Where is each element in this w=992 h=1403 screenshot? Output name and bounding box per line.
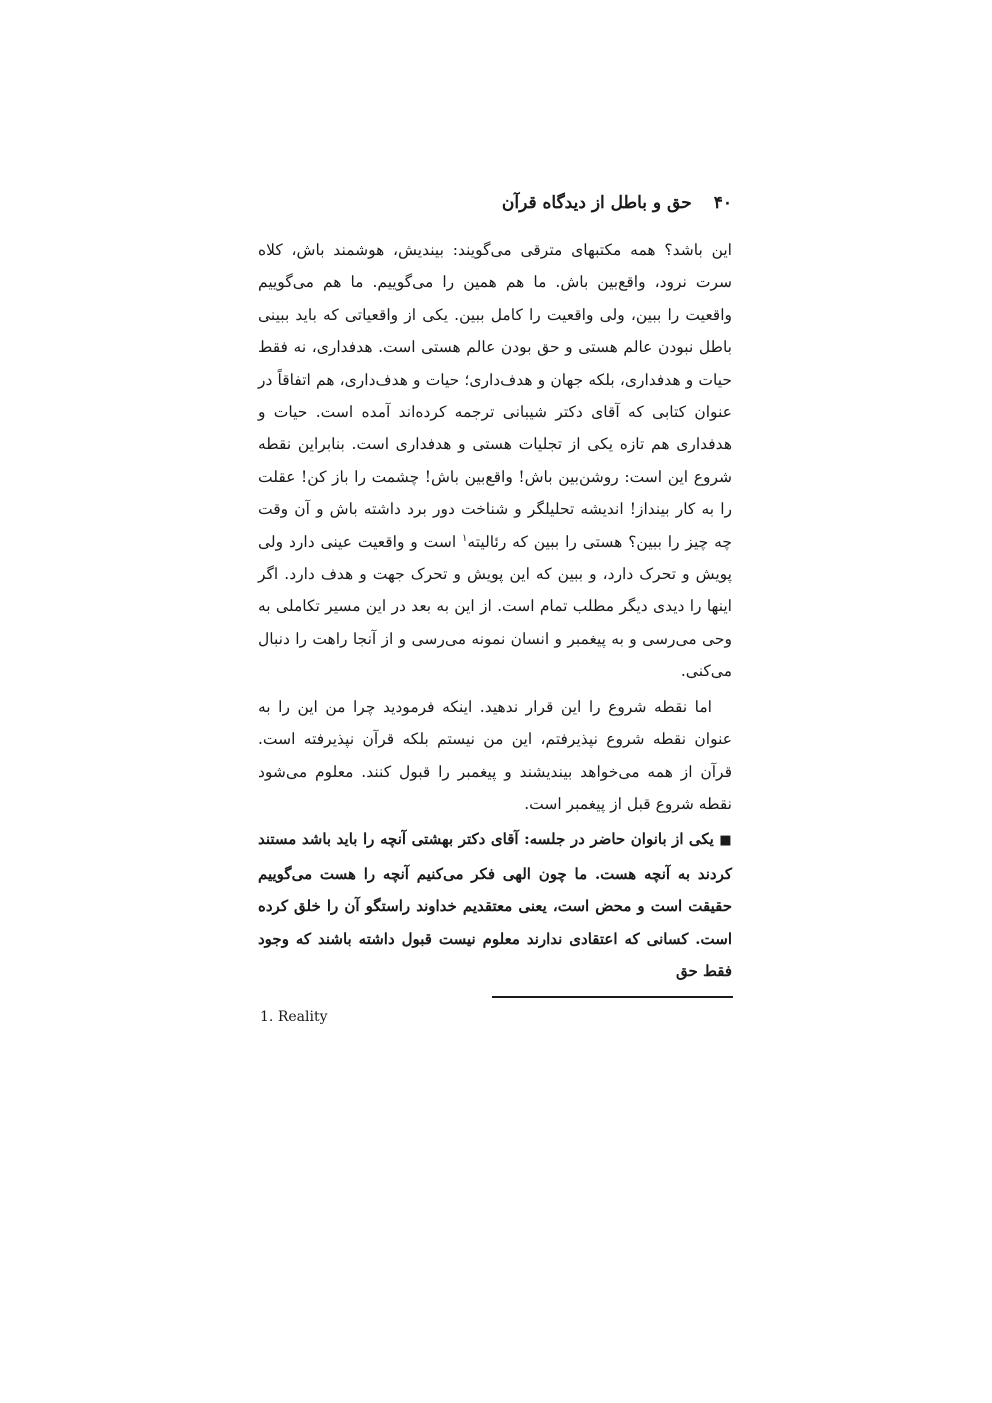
footnote xyxy=(260,1007,327,1027)
body-text xyxy=(258,234,732,987)
paragraph-text-continued: است و واقعیت عینی دارد ولی پویش و تحرک دارد، و ببین که این پویش و تحرک جهت و هدف دارد. اگر اینها را دیدی دیگر مطلب تمام است. از این به بعد در این مسیر تکاملی به وحی می‌رسی و به پیغمبر و انسان نمونه می‌رسی و از آنجا راهت را دنبال می‌کنی. xyxy=(258,532,732,681)
running-head xyxy=(258,190,732,216)
footnote-divider xyxy=(492,996,733,998)
question-paragraph xyxy=(258,823,732,987)
question-text: یکی از بانوان حاضر در جلسه: آقای دکتر بهشتی آنچه را باید باشد مستند کردند به آنچه هست. ما چون الهی فکر می‌کنیم آنچه را هست می‌گوییم حقیقت است و محض است، یعنی معتقدیم خداوند راستگو آن را خلق کرده است. کسانی که اعتقادی ندارند معلوم نیست قبول داشته باشند که وجود فقط حق xyxy=(258,830,732,980)
footnote-text: Reality xyxy=(277,1009,328,1025)
page-number: ۴۰ xyxy=(713,193,732,213)
footnote-reference: ۱ xyxy=(462,532,468,544)
square-bullet-icon: ■ xyxy=(719,833,732,849)
paragraph-text: این باشد؟ همه مکتبهای مترقی می‌گویند: بیندیش، هوشمند باش، کلاه سرت نرود، واقع‌بین باش. ما هم همین را می‌گوییم. ما هم می‌گوییم واقعیت را ببین، ولی واقعیت را کامل ببین. یکی از واقعیاتی که باید ببینی باطل نبودن عالم هستی و حق بودن عالم هستی است. هدفداری، نه فقط حیات و هدفداری، بلکه جهان و هدف‌داری؛ حیات و هدف‌داری، هم اتفاقاً در عنوان کتابی که آقای دکتر شیبانی ترجمه کرده‌اند آمده است. حیات و هدفداری هم تازه یکی از تجلیات هستی و هدفداری است. بنابراین نقطه شروع این است: روشن‌بین باش! واقع‌بین باش! چشمت را باز کن! عقلت را به کار بینداز! اندیشه تحلیلگر و شناخت دور برد داشته باش و آن وقت چه چیز را ببین؟ هستی را ببین که رئالیته xyxy=(258,241,732,551)
paragraph xyxy=(258,234,732,688)
running-title: حق و باطل از دیدگاه قرآن xyxy=(501,193,692,213)
paragraph: اما نقطه شروع را این قرار ندهید. اینکه فرمودید چرا من این را به عنوان نقطه شروع نپذیرفتم، این من نیستم بلکه قرآن نپذیرفته است. قرآن از همه می‌خواهد بیندیشند و پیغمبر را قبول کنند. معلوم می‌شود نقطه شروع قبل از پیغمبر است. xyxy=(258,697,732,813)
footnote-number: 1. xyxy=(260,1009,274,1025)
